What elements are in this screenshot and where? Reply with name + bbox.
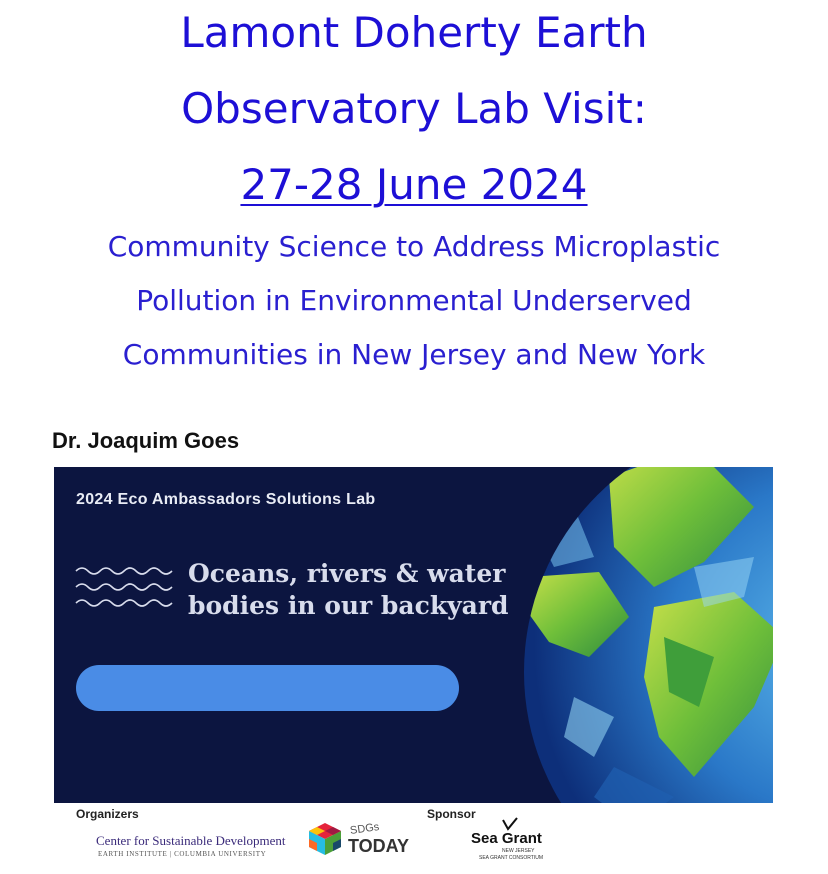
page-title-line-2: Observatory Lab Visit:: [181, 84, 647, 133]
subtitle-line-1: Community Science to Address Microplastic: [107, 230, 721, 263]
banner-artwork: [54, 467, 773, 803]
tagline-line-1: Oceans, rivers & water: [188, 559, 506, 588]
tagline-line-2: bodies in our backyard: [188, 591, 509, 620]
subtitle-line-2: Pollution in Environmental Underserved: [136, 284, 692, 317]
sea-grant-name: Sea Grant: [471, 830, 542, 847]
organizers-label: Organizers: [76, 807, 139, 821]
subtitle-line-3: Communities in New Jersey and New York: [122, 338, 706, 371]
csd-logo-name: Center for Sustainable Development: [96, 833, 286, 848]
lab-title: 2024 Eco Ambassadors Solutions Lab: [76, 491, 376, 508]
event-date: 27-28 June 2024: [240, 160, 588, 209]
blue-pill-bar: [76, 665, 459, 711]
wave-lines-icon: [76, 568, 172, 606]
sea-grant-state: NEW JERSEY: [502, 848, 535, 854]
sdgs-logo-top: SDGs: [349, 821, 381, 837]
page-title-line-1: Lamont Doherty Earth: [180, 8, 648, 57]
author-name: Dr. Joaquim Goes: [52, 428, 240, 453]
sdgs-cube-logo: [305, 821, 345, 857]
sponsor-label: Sponsor: [427, 807, 476, 821]
globe-illustration: [524, 467, 773, 803]
sdgs-logo-bottom: TODAY: [348, 836, 410, 856]
sponsors-footer: [54, 803, 773, 869]
eco-ambassadors-banner: [54, 467, 773, 803]
sea-grant-checkmark-icon: [502, 817, 518, 831]
sea-grant-consortium: SEA GRANT CONSORTIUM: [479, 855, 543, 861]
csd-logo-subtitle: EARTH INSTITUTE | COLUMBIA UNIVERSITY: [98, 850, 267, 858]
